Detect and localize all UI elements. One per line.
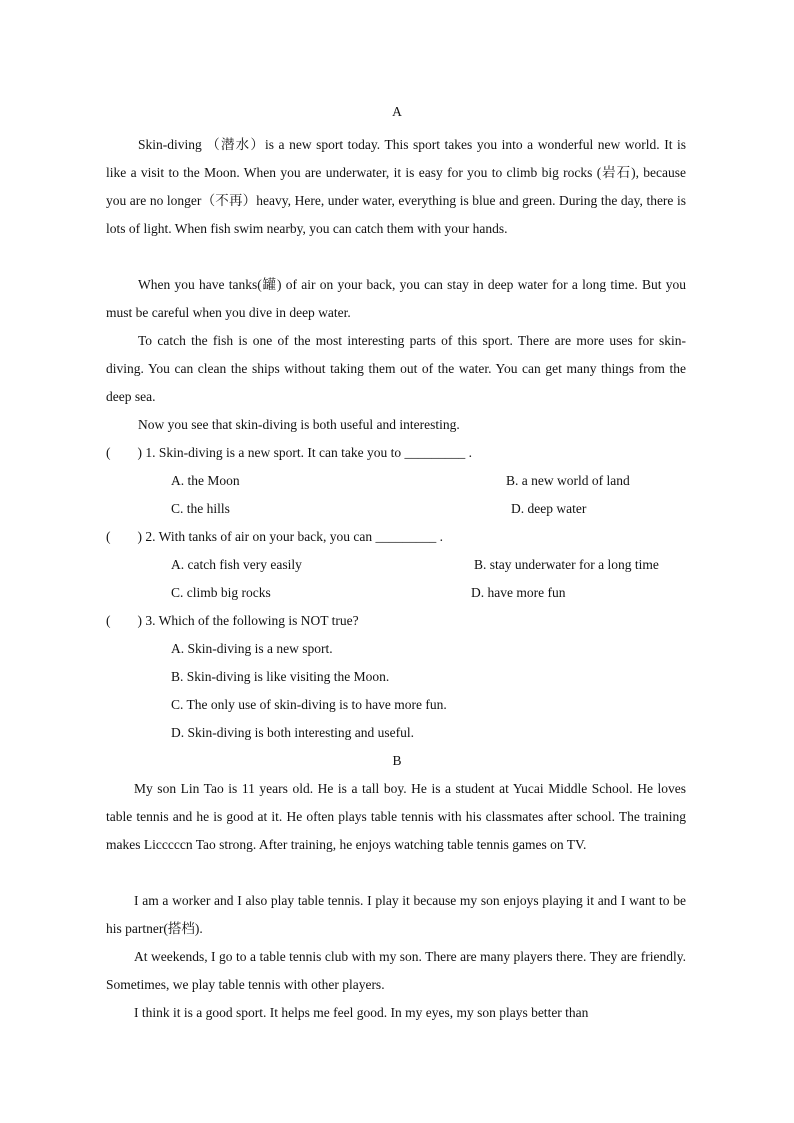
question-1-option-a: A. the Moon <box>171 473 240 488</box>
section-a-paragraph-3: To catch the fish is one of the most interesting parts of this sport. There are more uses for skin-diving. You can clean the ships without taking them out of the water. You can get many things from the deep sea. <box>106 333 686 404</box>
question-3-option-c: C. The only use of skin-diving is to have more fun. <box>171 697 447 712</box>
question-2-option-c: C. climb big rocks <box>171 585 271 600</box>
section-b-paragraph-2: I am a worker and I also play table tennis. I play it because my son enjoys playing it and I want to be his partner(搭档). <box>106 893 686 936</box>
question-2-option-b: B. stay underwater for a long time <box>474 557 659 572</box>
section-b-paragraph-4: I think it is a good sport. It helps me feel good. In my eyes, my son plays better than <box>134 1005 589 1020</box>
section-b-heading: B <box>392 753 402 768</box>
question-2-option-d: D. have more fun <box>471 585 566 600</box>
section-a-heading: A <box>392 104 402 119</box>
section-a-paragraph-1: Skin-diving （潜水）is a new sport today. This sport takes you into a wonderful new world. It is like a visit to the Moon. When you are underwater, it is easy for you to climb big rocks (岩石), because you are no longer（不再）heavy, Here, under water, everything is blue and green. During the day, there is lots of light. When fish swim nearby, you can catch them with your hands. <box>106 137 686 236</box>
question-1-stem: ( ) 1. Skin-diving is a new sport. It can take you to _________ . <box>106 445 472 460</box>
question-2-stem: ( ) 2. With tanks of air on your back, you can _________ . <box>106 529 444 544</box>
section-a-paragraph-2: When you have tanks(罐) of air on your back, you can stay in deep water for a long time. But you must be careful when you dive in deep water. <box>106 277 686 320</box>
question-1-option-d: D. deep water <box>511 501 587 516</box>
section-b-paragraph-3: At weekends, I go to a table tennis club with my son. There are many players there. They are friendly. Sometimes, we play table tennis with other players. <box>106 949 686 992</box>
question-3-option-a: A. Skin-diving is a new sport. <box>171 641 333 656</box>
section-b-paragraph-1: My son Lin Tao is 11 years old. He is a tall boy. He is a student at Yucai Middle School. He loves table tennis and he is good at it. He often plays table tennis with his classmates after school. The training makes Licccccn Tao strong. After training, he enjoys watching table tennis games on TV. <box>106 781 686 852</box>
section-a-paragraph-4: Now you see that skin-diving is both useful and interesting. <box>138 417 460 432</box>
question-2-option-a: A. catch fish very easily <box>171 557 302 572</box>
question-3-option-b: B. Skin-diving is like visiting the Moon. <box>171 669 390 684</box>
question-3-stem: ( ) 3. Which of the following is NOT true? <box>106 613 359 628</box>
question-1-option-c: C. the hills <box>171 501 230 516</box>
question-1-option-b: B. a new world of land <box>506 473 630 488</box>
question-3-option-d: D. Skin-diving is both interesting and useful. <box>171 725 414 740</box>
